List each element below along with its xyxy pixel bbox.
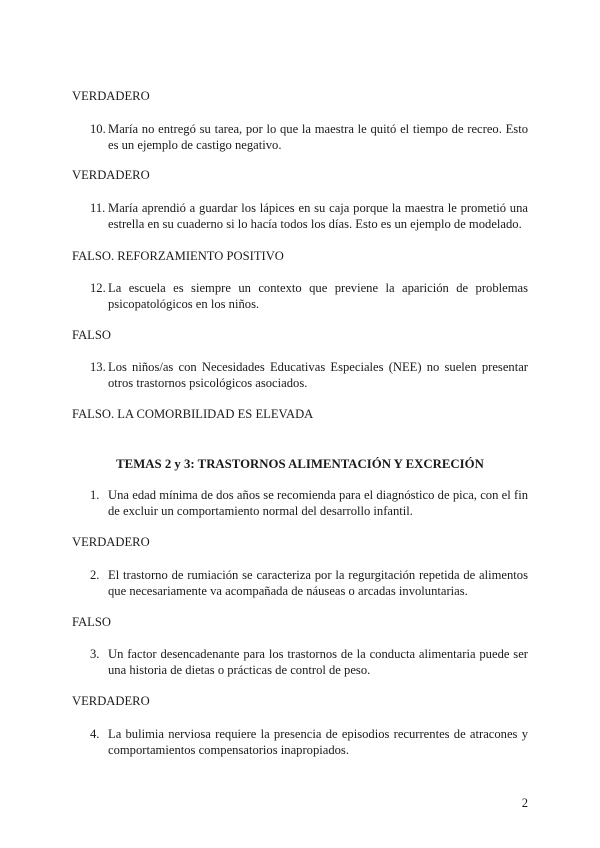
question-number: 13. <box>90 360 106 374</box>
question-item-13 <box>90 359 528 391</box>
question-text: María aprendió a guardar los lápices en su caja porque la maestra le prometió una estrella en su cuaderno si lo hacía todos los días. Esto es un ejemplo de modelado. <box>108 201 528 231</box>
question-item-2 <box>90 567 528 599</box>
question-number: 10. <box>90 122 106 136</box>
question-item-4 <box>90 726 528 758</box>
question-number: 2. <box>90 568 100 582</box>
page-number: 2 <box>521 796 528 810</box>
question-text: Un factor desencadenante para los trastornos de la conducta alimentaria puede ser una historia de dietas o prácticas de control de peso. <box>108 647 528 677</box>
question-item-1 <box>90 487 528 519</box>
question-item-3 <box>90 646 528 678</box>
question-text: La escuela es siempre un contexto que previene la aparición de problemas psicopatológicos en los niños. <box>108 281 528 311</box>
question-item-11 <box>90 200 528 232</box>
question-text: La bulimia nerviosa requiere la presencia de episodios recurrentes de atracones y comportamientos compensatorios inapropiados. <box>108 727 528 757</box>
question-text: El trastorno de rumiación se caracteriza por la regurgitación repetida de alimentos que necesariamente va acompañada de náuseas o arcadas involuntarias. <box>108 568 528 598</box>
question-text: María no entregó su tarea, por lo que la maestra le quitó el tiempo de recreo. Esto es un ejemplo de castigo negativo. <box>108 122 528 152</box>
answer-falso-2: FALSO <box>72 615 111 629</box>
question-number: 12. <box>90 281 106 295</box>
question-item-12 <box>90 280 528 312</box>
question-number: 11. <box>90 201 106 215</box>
answer-falso-12: FALSO <box>72 328 111 342</box>
question-item-10 <box>90 121 528 153</box>
question-number: 4. <box>90 727 100 741</box>
question-text: Una edad mínima de dos años se recomienda para el diagnóstico de pica, con el fin de excluir un comportamiento normal del desarrollo infantil. <box>108 488 528 518</box>
answer-verdadero-9: VERDADERO <box>72 89 150 103</box>
answer-verdadero-1: VERDADERO <box>72 535 150 549</box>
question-number: 1. <box>90 488 100 502</box>
question-number: 3. <box>90 647 100 661</box>
answer-falso-11: FALSO. REFORZAMIENTO POSITIVO <box>72 249 284 263</box>
answer-falso-13: FALSO. LA COMORBILIDAD ES ELEVADA <box>72 407 314 421</box>
question-text: Los niños/as con Necesidades Educativas Especiales (NEE) no suelen presentar otros trastornos psicológicos asociados. <box>108 360 528 390</box>
answer-verdadero-10: VERDADERO <box>72 168 150 182</box>
section-heading: TEMAS 2 y 3: TRASTORNOS ALIMENTACIÓN Y EXCRECIÓN <box>116 457 484 471</box>
answer-verdadero-3: VERDADERO <box>72 694 150 708</box>
